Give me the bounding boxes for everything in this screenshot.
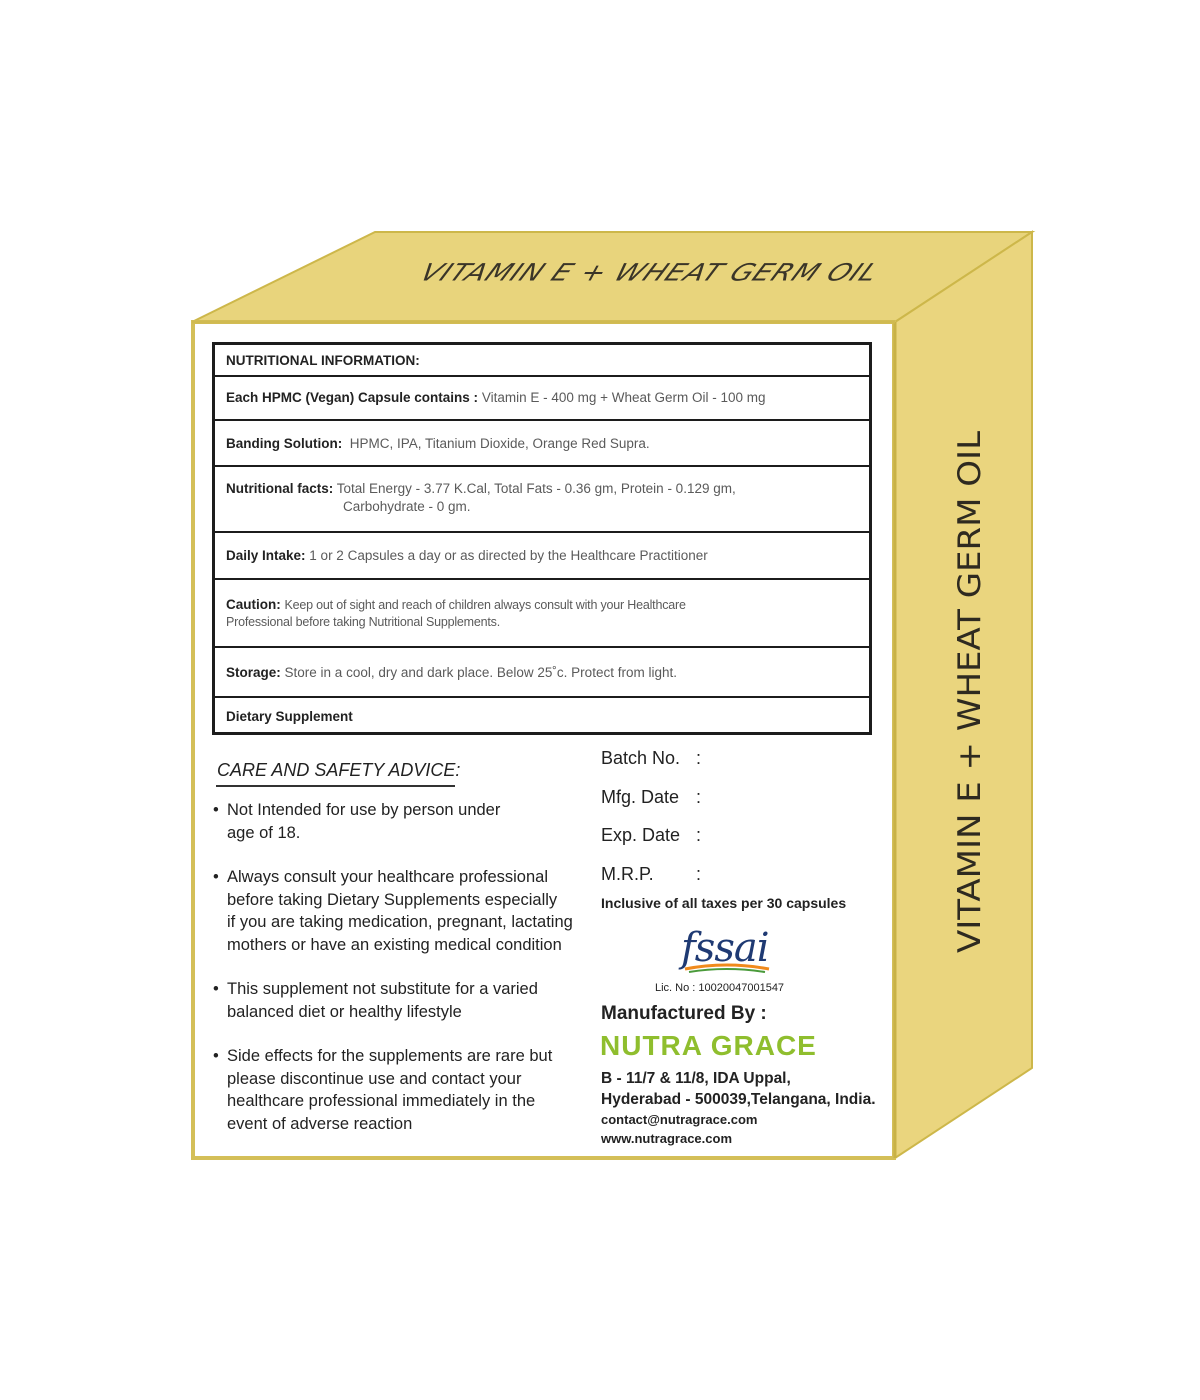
mfg-date-label: Mfg. Date	[601, 787, 680, 807]
fssai-logo-text: fssai	[681, 925, 769, 971]
banding-label: Banding Solution:	[226, 436, 343, 451]
intake-row	[215, 533, 869, 580]
facts-value-2: Carbohydrate - 0 gm.	[343, 499, 471, 514]
mrp-row	[601, 864, 702, 885]
contact-email: contact@nutragrace.com	[601, 1112, 758, 1127]
nutrition-table	[212, 342, 872, 735]
batch-no-row	[601, 748, 702, 769]
top-panel-title: VITAMIN E + WHEAT GERM OIL	[414, 258, 886, 287]
facts-label: Nutritional facts:	[226, 481, 334, 496]
caution-value-2: Professional before taking Nutritional Supplements.	[226, 615, 500, 629]
manufactured-by-title: Manufactured By :	[601, 1003, 767, 1024]
facts-value-1: Total Energy - 3.77 K.Cal, Total Fats - 0.36 gm, Protein - 0.129 gm,	[336, 481, 736, 496]
care-item-text: Always consult your healthcare professional before taking Dietary Supplements especially if you are taking medication, pregnant, lactating mothers or have an existing medical condition	[227, 868, 573, 954]
capsule-row	[215, 377, 869, 421]
intake-value: 1 or 2 Capsules a day or as directed by the Healthcare Practitioner	[309, 548, 708, 563]
exp-date-row	[601, 825, 702, 846]
bullet: •	[213, 868, 219, 886]
care-title: CARE AND SAFETY ADVICE:	[217, 760, 461, 780]
exp-date-label: Exp. Date	[601, 825, 681, 845]
address-line-1: B - 11/7 & 11/8, IDA Uppal,	[601, 1070, 791, 1087]
fssai-swoosh-icon	[681, 925, 781, 975]
care-title-underline	[216, 785, 455, 787]
facts-row	[215, 467, 869, 533]
storage-row	[215, 648, 869, 698]
banding-value: HPMC, IPA, Titanium Dioxide, Orange Red Supra.	[349, 436, 650, 451]
storage-value: Store in a cool, dry and dark place. Below 25˚c. Protect from light.	[284, 665, 677, 680]
batch-no-label: Batch No.	[601, 748, 681, 768]
dietary-row	[215, 698, 869, 734]
caution-label: Caution:	[226, 597, 281, 612]
care-item-text: Not Intended for use by person under age of 18.	[227, 801, 501, 842]
side-panel-title: VITAMIN E + WHEAT GERM OIL	[951, 430, 989, 954]
caution-value-1: Keep out of sight and reach of children always consult with your Healthcare	[284, 598, 686, 612]
mrp-label: M.R.P.	[601, 864, 654, 884]
website: www.nutragrace.com	[601, 1131, 732, 1146]
colon: :	[696, 787, 702, 807]
colon: :	[696, 864, 702, 884]
bullet: •	[213, 980, 219, 998]
care-item-text: This supplement not substitute for a varied balanced diet or healthy lifestyle	[227, 980, 538, 1021]
nutrition-header-row	[215, 345, 869, 377]
fssai-logo	[681, 925, 781, 975]
mfg-date-row	[601, 787, 702, 808]
fssai-license: Lic. No : 10020047001547	[655, 982, 785, 994]
colon: :	[696, 825, 702, 845]
capsule-label: Each HPMC (Vegan) Capsule contains :	[226, 390, 479, 405]
colon: :	[696, 748, 702, 768]
banding-row	[215, 421, 869, 467]
caution-row	[215, 580, 869, 648]
nutrition-header: NUTRITIONAL INFORMATION:	[226, 353, 420, 368]
bullet: •	[213, 1047, 219, 1065]
address-line-2: Hyderabad - 500039,Telangana, India.	[601, 1091, 876, 1108]
inclusive-taxes: Inclusive of all taxes per 30 capsules	[601, 895, 847, 911]
bullet: •	[213, 801, 219, 819]
brand-logo: NUTRA GRACE	[600, 1030, 817, 1061]
dietary-label: Dietary Supplement	[226, 709, 353, 724]
intake-label: Daily Intake:	[226, 548, 306, 563]
capsule-value: Vitamin E - 400 mg + Wheat Germ Oil - 100 mg	[481, 390, 766, 405]
storage-label: Storage:	[226, 665, 281, 680]
care-item-text: Side effects for the supplements are rare but please discontinue use and contact your healthcare professional immediately in the event of adverse reaction	[227, 1047, 553, 1133]
